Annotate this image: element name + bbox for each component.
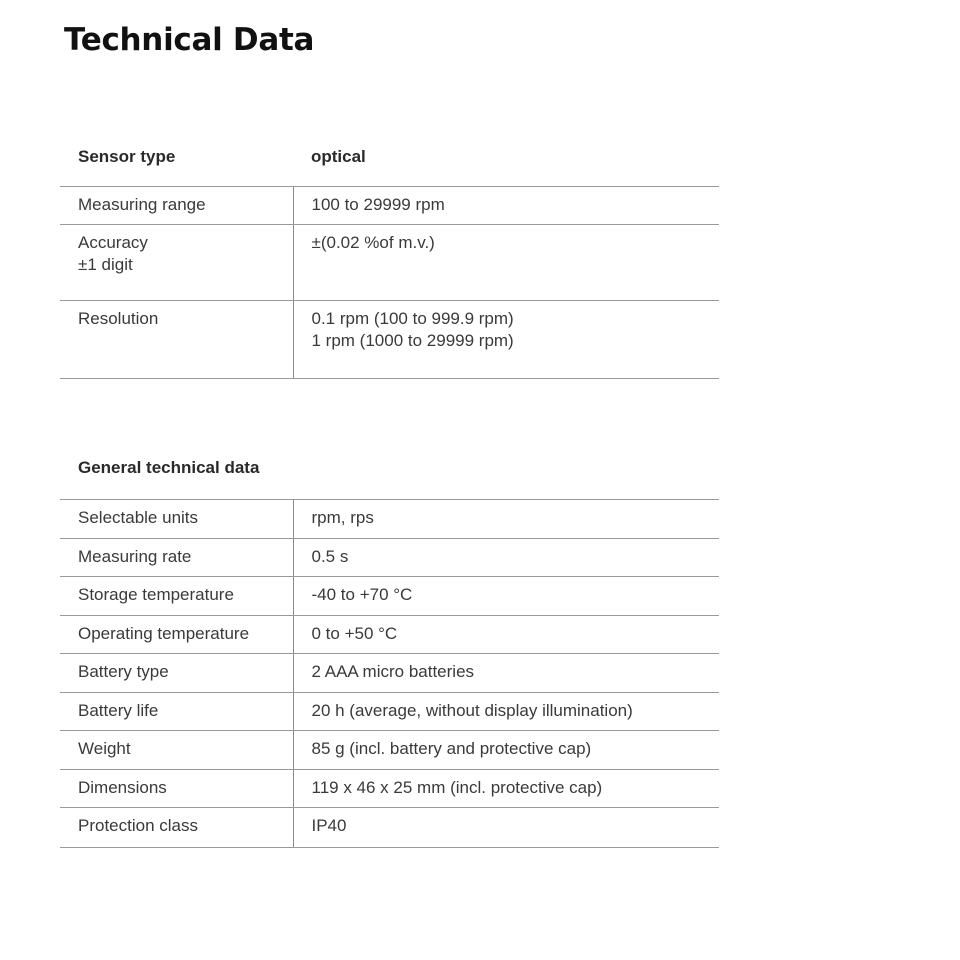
table-row	[60, 538, 719, 577]
spec-value-line: 0.1 rpm (100 to 999.9 rpm)	[311, 308, 514, 328]
table-row	[60, 615, 719, 654]
spec-label-line: ±1 digit	[78, 254, 133, 274]
spec-value: -40 to +70 °C	[293, 577, 719, 616]
spec-value	[293, 300, 719, 378]
page-title: Technical Data	[64, 22, 315, 58]
spec-label-line: Accuracy	[78, 232, 148, 252]
spec-value: 2 AAA micro batteries	[293, 654, 719, 693]
spec-label	[60, 224, 293, 300]
sensor-type-value: optical	[293, 146, 719, 186]
table-row	[60, 808, 719, 848]
spec-label: Resolution	[60, 300, 293, 378]
spec-label: Selectable units	[60, 500, 293, 539]
table-row	[60, 224, 719, 300]
spec-label: Protection class	[60, 808, 293, 848]
sensor-spec-table	[60, 146, 719, 379]
general-spec-table	[60, 499, 719, 848]
spec-value: ±(0.02 %of m.v.)	[293, 224, 719, 300]
spec-value-line: 1 rpm (1000 to 29999 rpm)	[311, 330, 514, 350]
spec-value: 0.5 s	[293, 538, 719, 577]
table-row	[60, 654, 719, 693]
table-row	[60, 769, 719, 808]
spec-label: Dimensions	[60, 769, 293, 808]
spec-value: 85 g (incl. battery and protective cap)	[293, 731, 719, 770]
spec-value: 119 x 46 x 25 mm (incl. protective cap)	[293, 769, 719, 808]
spec-label: Operating temperature	[60, 615, 293, 654]
spec-label: Storage temperature	[60, 577, 293, 616]
table-row	[60, 500, 719, 539]
table-row	[60, 186, 719, 224]
spec-value: 0 to +50 °C	[293, 615, 719, 654]
spec-value: 100 to 29999 rpm	[293, 186, 719, 224]
spec-value: IP40	[293, 808, 719, 848]
table-row	[60, 731, 719, 770]
table-row	[60, 300, 719, 378]
section-heading: General technical data	[78, 458, 260, 477]
spec-label: Measuring rate	[60, 538, 293, 577]
sensor-header-row	[60, 146, 719, 186]
table-row	[60, 692, 719, 731]
spec-label: Measuring range	[60, 186, 293, 224]
table-row	[60, 577, 719, 616]
spec-value: 20 h (average, without display illumination)	[293, 692, 719, 731]
spec-label: Battery type	[60, 654, 293, 693]
sensor-type-label: Sensor type	[60, 146, 293, 186]
spec-label: Battery life	[60, 692, 293, 731]
spec-value: rpm, rps	[293, 500, 719, 539]
spec-label: Weight	[60, 731, 293, 770]
